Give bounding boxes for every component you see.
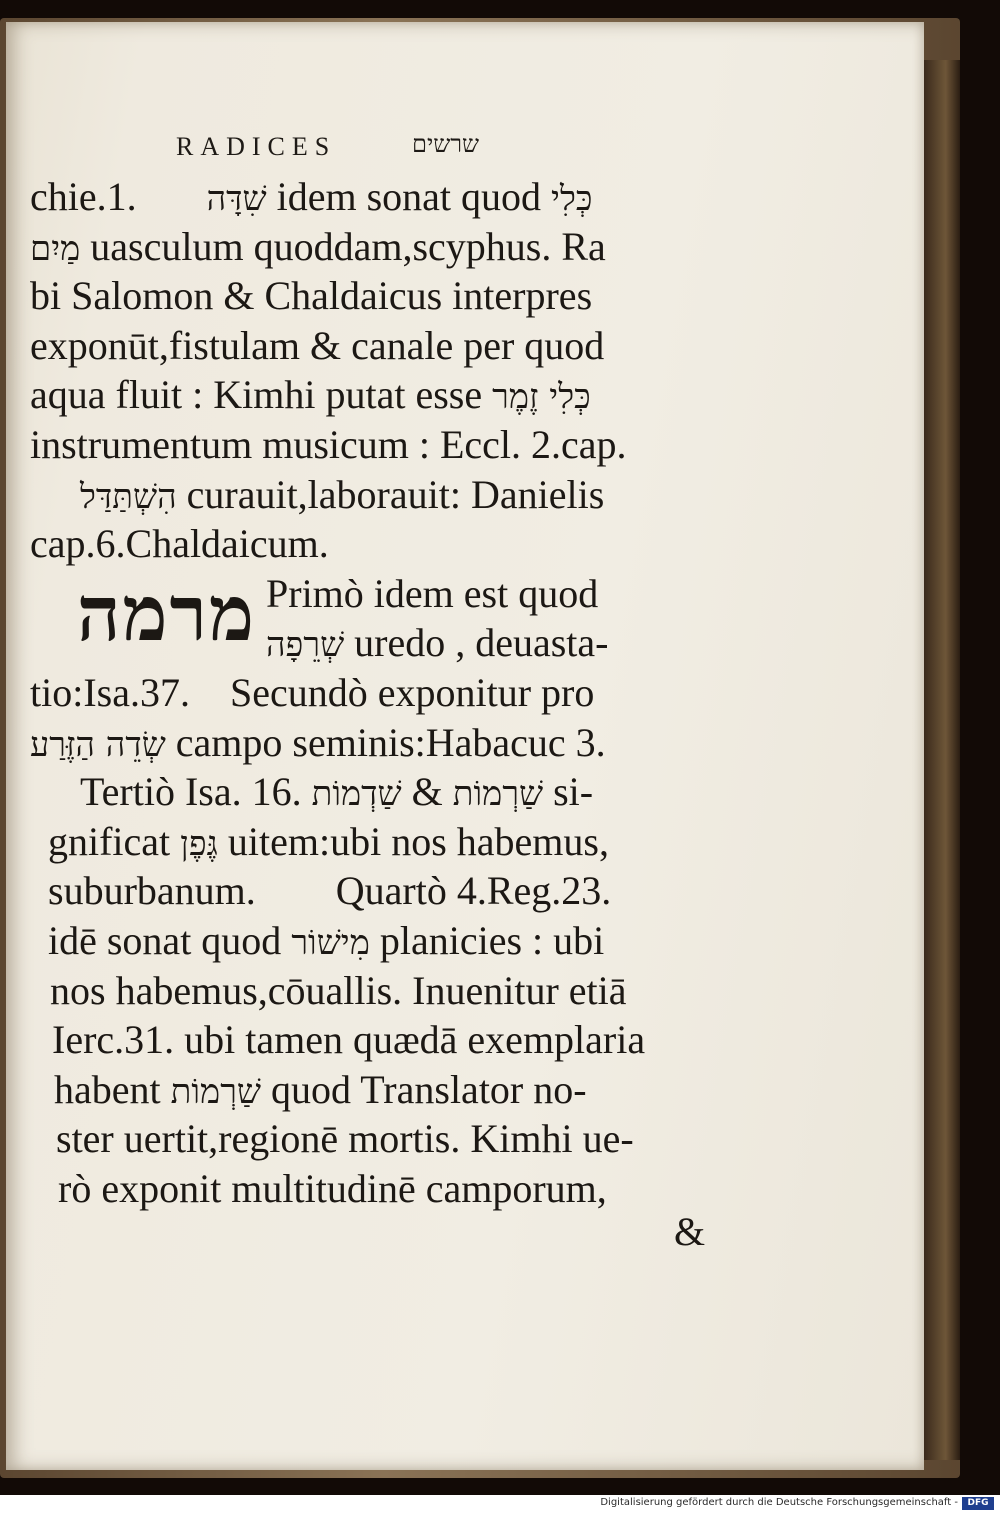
text-line: tio:Isa.37. Secundò exponitur pro bbox=[30, 669, 595, 715]
text-line: מַיִם uasculum quoddam,scyphus. Ra bbox=[30, 223, 606, 269]
text-line: Tertiò Isa. 16. שַׁדְמוֹת & שַׁרְמוֹת si- bbox=[80, 769, 594, 815]
text-line: nos habemus,cōuallis. Inuenitur etiā bbox=[50, 967, 627, 1013]
running-head-latin: RADICES bbox=[176, 132, 337, 161]
text-line: bi Salomon & Chaldaicus interpres bbox=[30, 273, 593, 319]
text-line: הִשְׁתַּדַּל curauit,laborauit: Danielis bbox=[80, 471, 605, 517]
text-line: rò exponit multitudinē camporum, bbox=[58, 1165, 607, 1211]
text-line: שְׂדֵה הַזֶּרַע campo seminis:Habacuc 3. bbox=[30, 719, 606, 765]
footer-bar bbox=[0, 1495, 1000, 1514]
running-head bbox=[176, 132, 516, 166]
catchword: & bbox=[674, 1209, 706, 1254]
hebrew-dropcap: מרמה bbox=[76, 569, 256, 658]
text-line: exponūt,fistulam & canale per quod bbox=[30, 322, 605, 368]
text-line: suburbanum. Quartò 4.Reg.23. bbox=[48, 868, 612, 914]
dfg-logo: DFG bbox=[962, 1497, 994, 1510]
running-head-hebrew: שרשים bbox=[412, 132, 480, 158]
text-line: aqua fluit : Kimhi putat esse כְּלִי זֶמֶר bbox=[30, 372, 591, 418]
footer-credit: Digitalisierung gefördert durch die Deutsche Forschungsgemeinschaft - bbox=[600, 1497, 958, 1508]
text-line: cap.6.Chaldaicum. bbox=[30, 521, 329, 567]
text-line: ster uertit,regionē mortis. Kimhi ue- bbox=[56, 1116, 634, 1162]
text-line: habent שַׁרְמוֹת quod Translator no- bbox=[54, 1066, 587, 1112]
body-text bbox=[30, 172, 710, 1213]
text-line: gnificat גֶּפֶן uitem:ubi nos habemus, bbox=[48, 818, 609, 864]
book-spine-strip bbox=[924, 60, 960, 1460]
text-line: chie.1. שִׁדָּה idem sonat quod כְּלִי bbox=[30, 174, 593, 219]
text-line: שְׁרֵפָה uredo , deuasta- bbox=[266, 620, 609, 666]
text-line: idē sonat quod מִישׁוֹר planicies : ubi bbox=[48, 917, 605, 963]
text-line: Ierc.31. ubi tamen quædā exemplaria bbox=[52, 1017, 646, 1063]
text-line: Primò idem est quod bbox=[266, 570, 599, 616]
text-line: instrumentum musicum : Eccl. 2.cap. bbox=[30, 421, 627, 467]
